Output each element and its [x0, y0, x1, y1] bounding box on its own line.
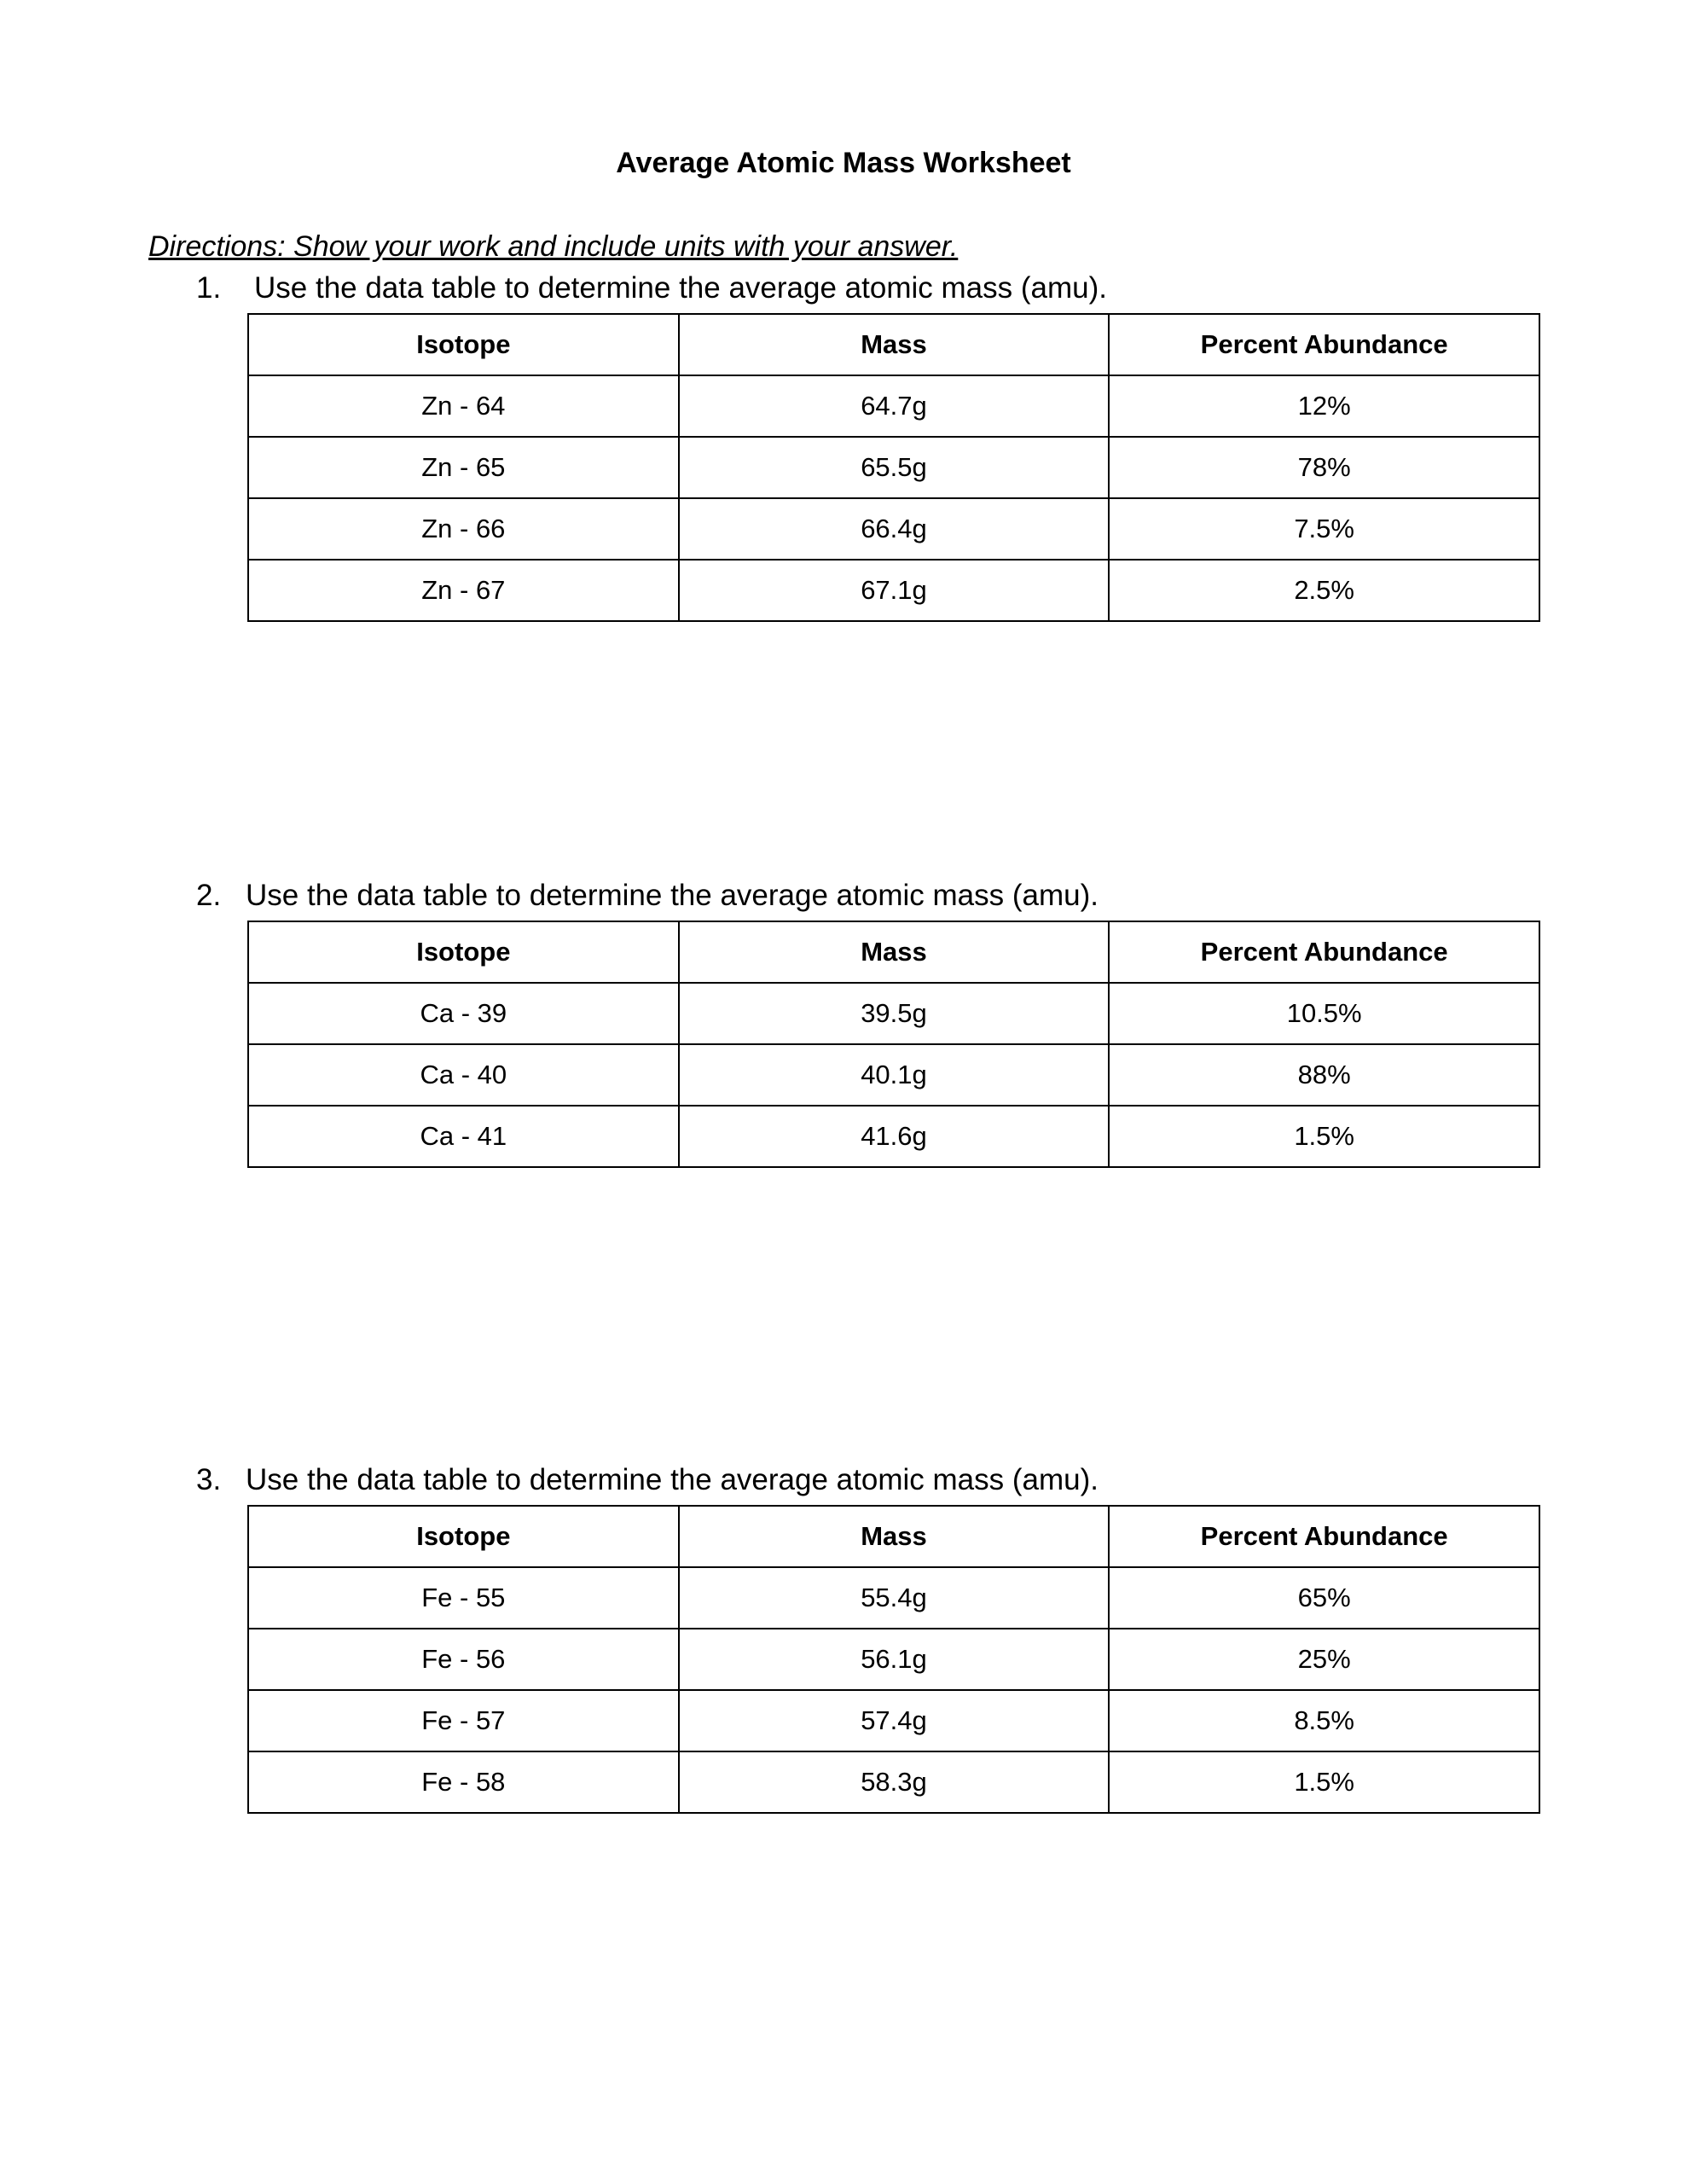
mass-cell: 58.3g: [679, 1751, 1110, 1813]
isotope-table-3: [247, 1505, 1540, 1814]
isotope-cell: Zn - 64: [248, 375, 679, 437]
isotope-table-2: [247, 921, 1540, 1168]
abundance-cell: 7.5%: [1109, 498, 1539, 560]
mass-cell: 65.5g: [679, 437, 1110, 498]
question-prompt: Use the data table to determine the average atomic mass (amu).: [246, 1463, 1099, 1496]
isotope-cell: Ca - 40: [248, 1044, 679, 1106]
header-mass: Mass: [679, 1506, 1110, 1567]
mass-cell: 57.4g: [679, 1690, 1110, 1751]
question-prompt: Use the data table to determine the average atomic mass (amu).: [246, 879, 1099, 912]
header-percent-abundance: Percent Abundance: [1109, 1506, 1539, 1567]
table-row: [248, 1690, 1539, 1751]
mass-cell: 67.1g: [679, 560, 1110, 621]
mass-cell: 66.4g: [679, 498, 1110, 560]
header-percent-abundance: Percent Abundance: [1109, 921, 1539, 983]
isotope-table-1: [247, 313, 1540, 622]
header-percent-abundance: Percent Abundance: [1109, 314, 1539, 375]
abundance-cell: 2.5%: [1109, 560, 1539, 621]
question-number: 1.: [196, 271, 222, 305]
abundance-cell: 12%: [1109, 375, 1539, 437]
question-3: [196, 1463, 1099, 1497]
table-row: [248, 1751, 1539, 1813]
isotope-cell: Zn - 66: [248, 498, 679, 560]
abundance-cell: 1.5%: [1109, 1106, 1539, 1167]
isotope-cell: Zn - 65: [248, 437, 679, 498]
mass-cell: 40.1g: [679, 1044, 1110, 1106]
mass-cell: 39.5g: [679, 983, 1110, 1044]
mass-cell: 41.6g: [679, 1106, 1110, 1167]
table-header-row: [248, 314, 1539, 375]
question-number: 3.: [196, 1463, 222, 1496]
isotope-cell: Fe - 56: [248, 1629, 679, 1690]
isotope-cell: Fe - 57: [248, 1690, 679, 1751]
mass-cell: 55.4g: [679, 1567, 1110, 1629]
page-title: Average Atomic Mass Worksheet: [616, 147, 1071, 179]
isotope-cell: Zn - 67: [248, 560, 679, 621]
table-header-row: [248, 921, 1539, 983]
abundance-cell: 65%: [1109, 1567, 1539, 1629]
table-row: [248, 1567, 1539, 1629]
header-mass: Mass: [679, 314, 1110, 375]
header-isotope: Isotope: [248, 1506, 679, 1567]
abundance-cell: 78%: [1109, 437, 1539, 498]
table-header-row: [248, 1506, 1539, 1567]
abundance-cell: 8.5%: [1109, 1690, 1539, 1751]
table-row: [248, 1629, 1539, 1690]
isotope-cell: Fe - 58: [248, 1751, 679, 1813]
table-row: [248, 983, 1539, 1044]
header-isotope: Isotope: [248, 921, 679, 983]
question-2: [196, 879, 1099, 913]
mass-cell: 64.7g: [679, 375, 1110, 437]
table-row: [248, 437, 1539, 498]
question-1: [196, 271, 1107, 305]
abundance-cell: 1.5%: [1109, 1751, 1539, 1813]
directions-text: Directions: Show your work and include units with your answer.: [148, 230, 959, 263]
abundance-cell: 10.5%: [1109, 983, 1539, 1044]
table-row: [248, 560, 1539, 621]
isotope-cell: Ca - 39: [248, 983, 679, 1044]
mass-cell: 56.1g: [679, 1629, 1110, 1690]
abundance-cell: 25%: [1109, 1629, 1539, 1690]
header-mass: Mass: [679, 921, 1110, 983]
table-row: [248, 1044, 1539, 1106]
abundance-cell: 88%: [1109, 1044, 1539, 1106]
question-prompt: Use the data table to determine the average atomic mass (amu).: [254, 271, 1107, 305]
isotope-cell: Ca - 41: [248, 1106, 679, 1167]
header-isotope: Isotope: [248, 314, 679, 375]
table-row: [248, 375, 1539, 437]
isotope-cell: Fe - 55: [248, 1567, 679, 1629]
question-number: 2.: [196, 879, 222, 912]
table-row: [248, 1106, 1539, 1167]
table-row: [248, 498, 1539, 560]
